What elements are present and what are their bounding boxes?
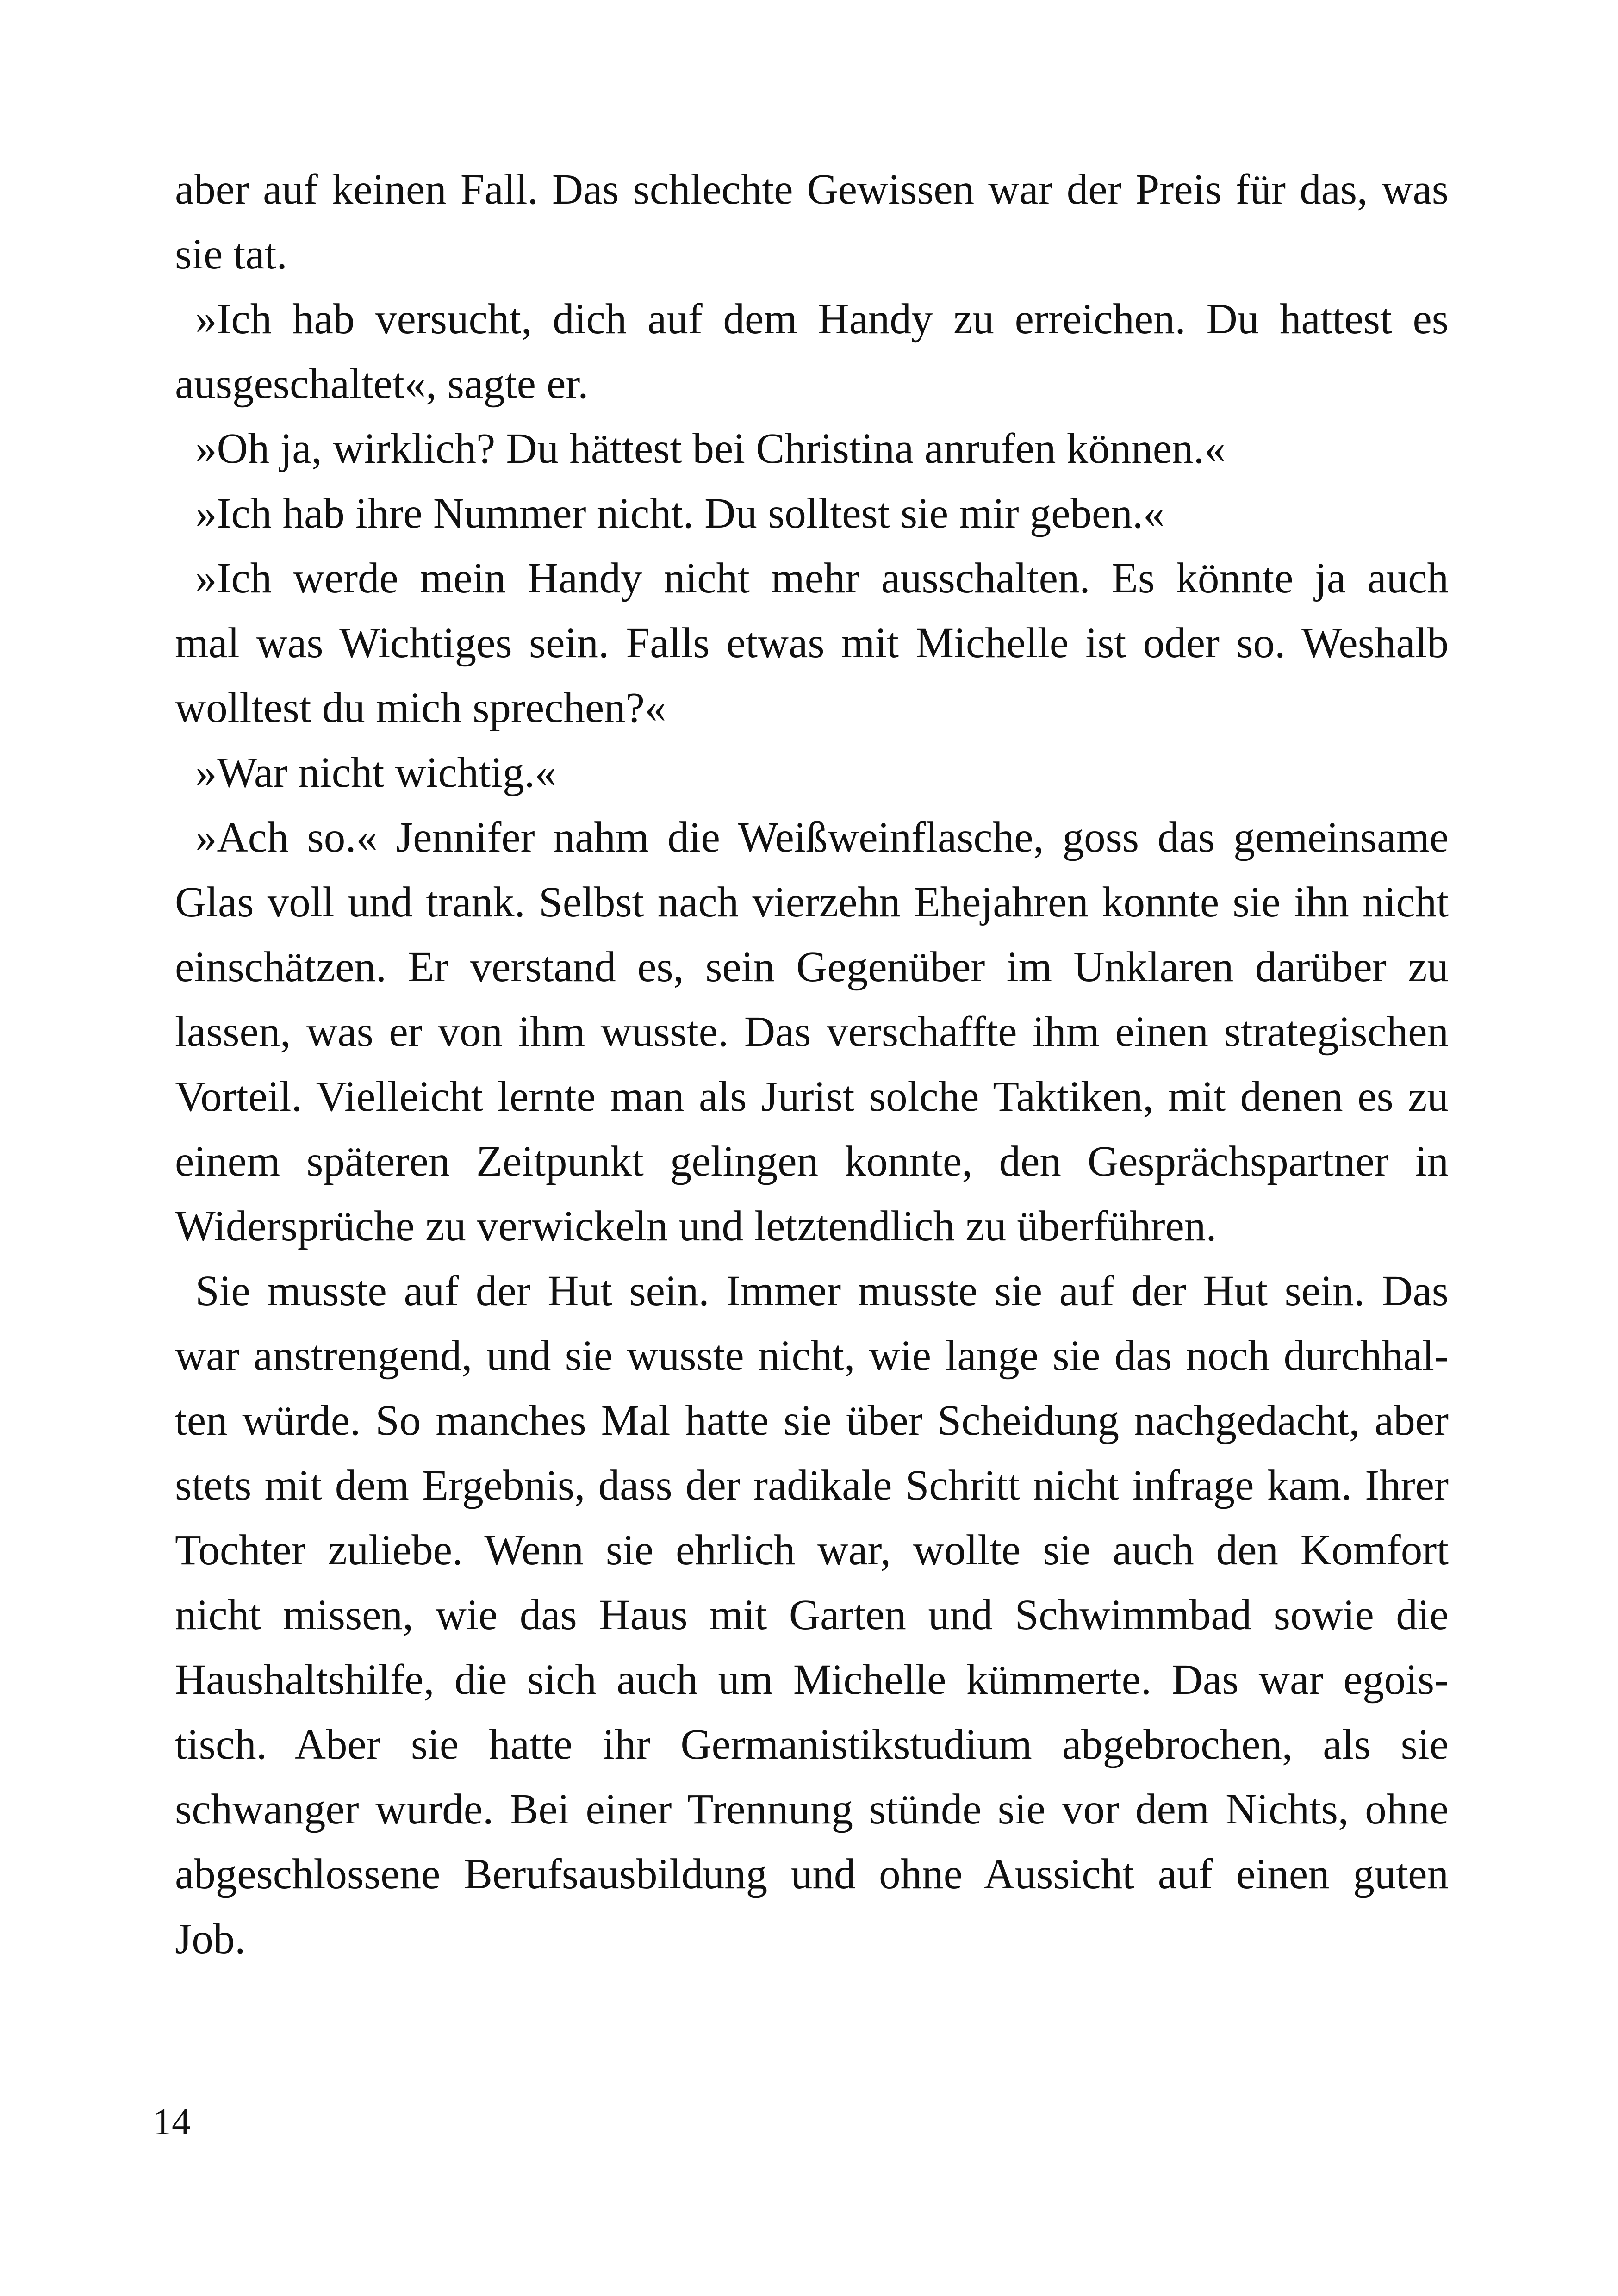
text-line: »Ich hab ihre Nummer nicht. Du solltest sie mir geben.« — [195, 490, 1165, 537]
text-line: »Ich hab versucht, dich auf dem Handy zu erreichen. Du hattest es — [195, 295, 1449, 343]
text-line: ausgeschaltet«, sagte er. — [175, 360, 589, 408]
text-line: Sie musste auf der Hut sein. Immer musste sie auf der Hut sein. Das — [195, 1267, 1449, 1315]
text-line: »War nicht wichtig.« — [195, 749, 557, 796]
text-line: ten würde. So manches Mal hatte sie über Scheidung nachgedacht, aber — [175, 1397, 1449, 1444]
text-line: einschätzen. Er verstand es, sein Gegenüber im Unklaren darüber zu — [175, 943, 1449, 991]
text-line: sie tat. — [175, 230, 287, 278]
body-text — [175, 157, 1449, 1972]
text-line: stets mit dem Ergebnis, dass der radikale Schritt nicht infrage kam. Ihrer — [175, 1462, 1449, 1509]
text-line: Tochter zuliebe. Wenn sie ehrlich war, wollte sie auch den Komfort — [175, 1526, 1449, 1574]
text-line: Haushaltshilfe, die sich auch um Michelle kümmerte. Das war egois- — [175, 1656, 1449, 1704]
page-number: 14 — [153, 2101, 191, 2143]
text-line: war anstrengend, und sie wusste nicht, wie lange sie das noch durchhal- — [175, 1332, 1449, 1380]
text-line: schwanger wurde. Bei einer Trennung stünde sie vor dem Nichts, ohne — [175, 1786, 1449, 1833]
text-line: Vorteil. Vielleicht lernte man als Jurist solche Taktiken, mit denen es zu — [175, 1073, 1449, 1120]
text-line: nicht missen, wie das Haus mit Garten und Schwimmbad sowie die — [175, 1591, 1449, 1639]
text-line: aber auf keinen Fall. Das schlechte Gewissen war der Preis für das, was — [175, 166, 1449, 213]
text-line: wolltest du mich sprechen?« — [175, 684, 666, 732]
text-line: einem späteren Zeitpunkt gelingen konnte, den Gesprächspartner in — [175, 1138, 1449, 1185]
text-line: abgeschlossene Berufsausbildung und ohne Aussicht auf einen guten — [175, 1850, 1449, 1898]
text-line: »Ich werde mein Handy nicht mehr ausschalten. Es könnte ja auch — [195, 554, 1449, 602]
text-line: lassen, was er von ihm wusste. Das verschaffte ihm einen strategischen — [175, 1008, 1449, 1056]
text-line: tisch. Aber sie hatte ihr Germanistikstudium abgebrochen, als sie — [175, 1721, 1449, 1768]
text-line: Glas voll und trank. Selbst nach vierzehn Ehejahren konnte sie ihn nicht — [175, 878, 1449, 926]
text-line: »Ach so.« Jennifer nahm die Weißweinflasche, goss das gemeinsame — [195, 814, 1449, 861]
text-line: mal was Wichtiges sein. Falls etwas mit Michelle ist oder so. Weshalb — [175, 619, 1449, 667]
text-line: »Oh ja, wirklich? Du hättest bei Christina anrufen können.« — [195, 425, 1226, 473]
text-line: Widersprüche zu verwickeln und letztendlich zu überführen. — [175, 1202, 1217, 1250]
text-line: Job. — [175, 1915, 246, 1963]
